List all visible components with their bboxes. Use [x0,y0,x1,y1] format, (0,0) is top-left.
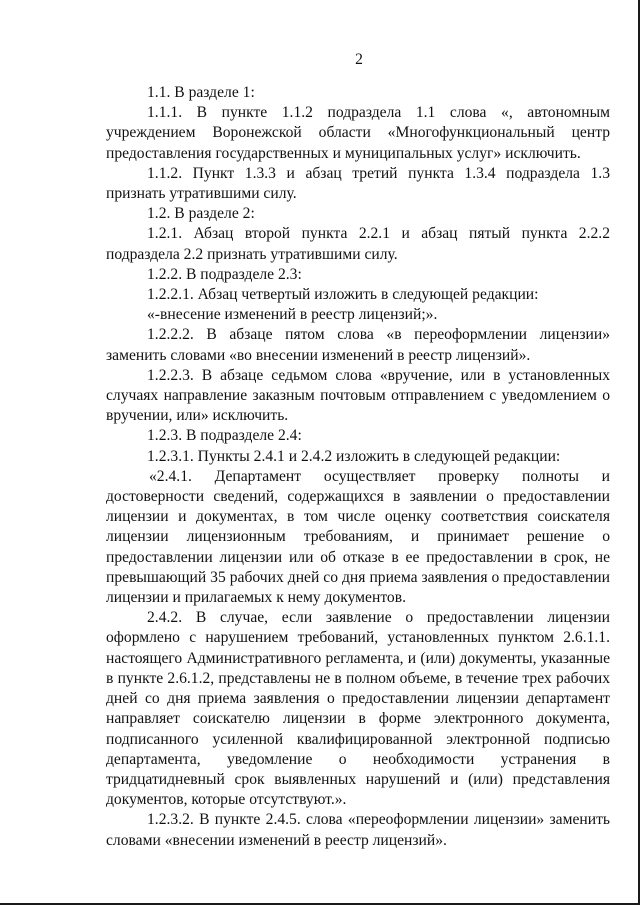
paragraph-1-1: 1.1. В разделе 1: [147,84,255,101]
paragraph-1-1-2: 1.1.2. Пункт 1.3.3 и абзац третий пункта 1.3.4 подраздела 1.3 признать утратившими силу. [106,164,610,203]
paragraph-1-2-1: 1.2.1. Абзац второй пункта 2.2.1 и абзац пятый пункта 2.2.2 подраздела 2.2 признать утратившими силу. [106,225,610,263]
paragraph-1-2-2-2: 1.2.2.2. В абзаце пятом слова «в переоформлении лицензии» заменить словами «во внесении изменений в реестр лицензий». [106,326,610,364]
quoted-paragraph-2-4-1: «2.4.1. Департамент осуществляет проверку полноты и достоверности сведений, содержащихся в заявлении о предоставлении лицензии и документах, в том числе оценку соответствия соискателя лицензии лицензионным требованиям, и принимает решение о предоставлении лицензии или об отказе в ее предоставлении в срок, не превышающий 35 рабочих дней со дня приема заявления о предоставлении лицензии и прилагаемых к нему документов. [106,467,610,607]
page-number: 2 [355,51,363,68]
paragraph-1-2: 1.2. В разделе 2: [147,205,255,223]
paragraph-1-2-2-3: 1.2.2.3. В абзаце седьмом слова «вручение, или в установленных случаях направление заказным почтовым отправлением с уведомлением о вручении, или» исключить. [106,366,610,425]
paragraph-1-2-3: 1.2.3. В подразделе 2.4: [147,427,302,445]
paragraph-1-1-1: 1.1.1. В пункте 1.1.2 подраздела 1.1 слова «, автономным учреждением Воронежской области «Многофункциональный центр предоставления государственных и муниципальных услуг» исключить. [106,104,610,162]
paragraph-1-2-3-1: 1.2.3.1. Пункты 2.4.1 и 2.4.2 изложить в следующей редакции: [147,447,561,465]
paragraph-1-2-2-1: 1.2.2.1. Абзац четвертый изложить в следующей редакции: [147,286,539,304]
quoted-new-text: «-внесение изменений в реестр лицензий;». [147,306,438,324]
paragraph-1-2-2: 1.2.2. В подразделе 2.3: [147,265,302,283]
paragraph-1-2-3-2: 1.2.3.2. В пункте 2.4.5. слова «переоформлении лицензии» заменить словами «внесении изменений в реестр лицензий». [106,811,610,849]
document-body [106,83,610,851]
quoted-paragraph-2-4-2: 2.4.2. В случае, если заявление о предоставлении лицензии оформлено с нарушением требований, установленных пунктом 2.6.1.1. настоящего Административного регламента, и (или) документы, указанные в пункте 2.6.1.2, представлены не в полном объеме, в течение трех рабочих дней со дня приема заявления о предоставлении лицензии департамент направляет соискателю лицензии в форме электронного документа, подписанного усиленной квалифицированной электронной подписью департамента, уведомление о необходимости устранения в тридцатидневный срок выявленных нарушений и (или) представления документов, которые отсутствуют.». [106,609,610,809]
